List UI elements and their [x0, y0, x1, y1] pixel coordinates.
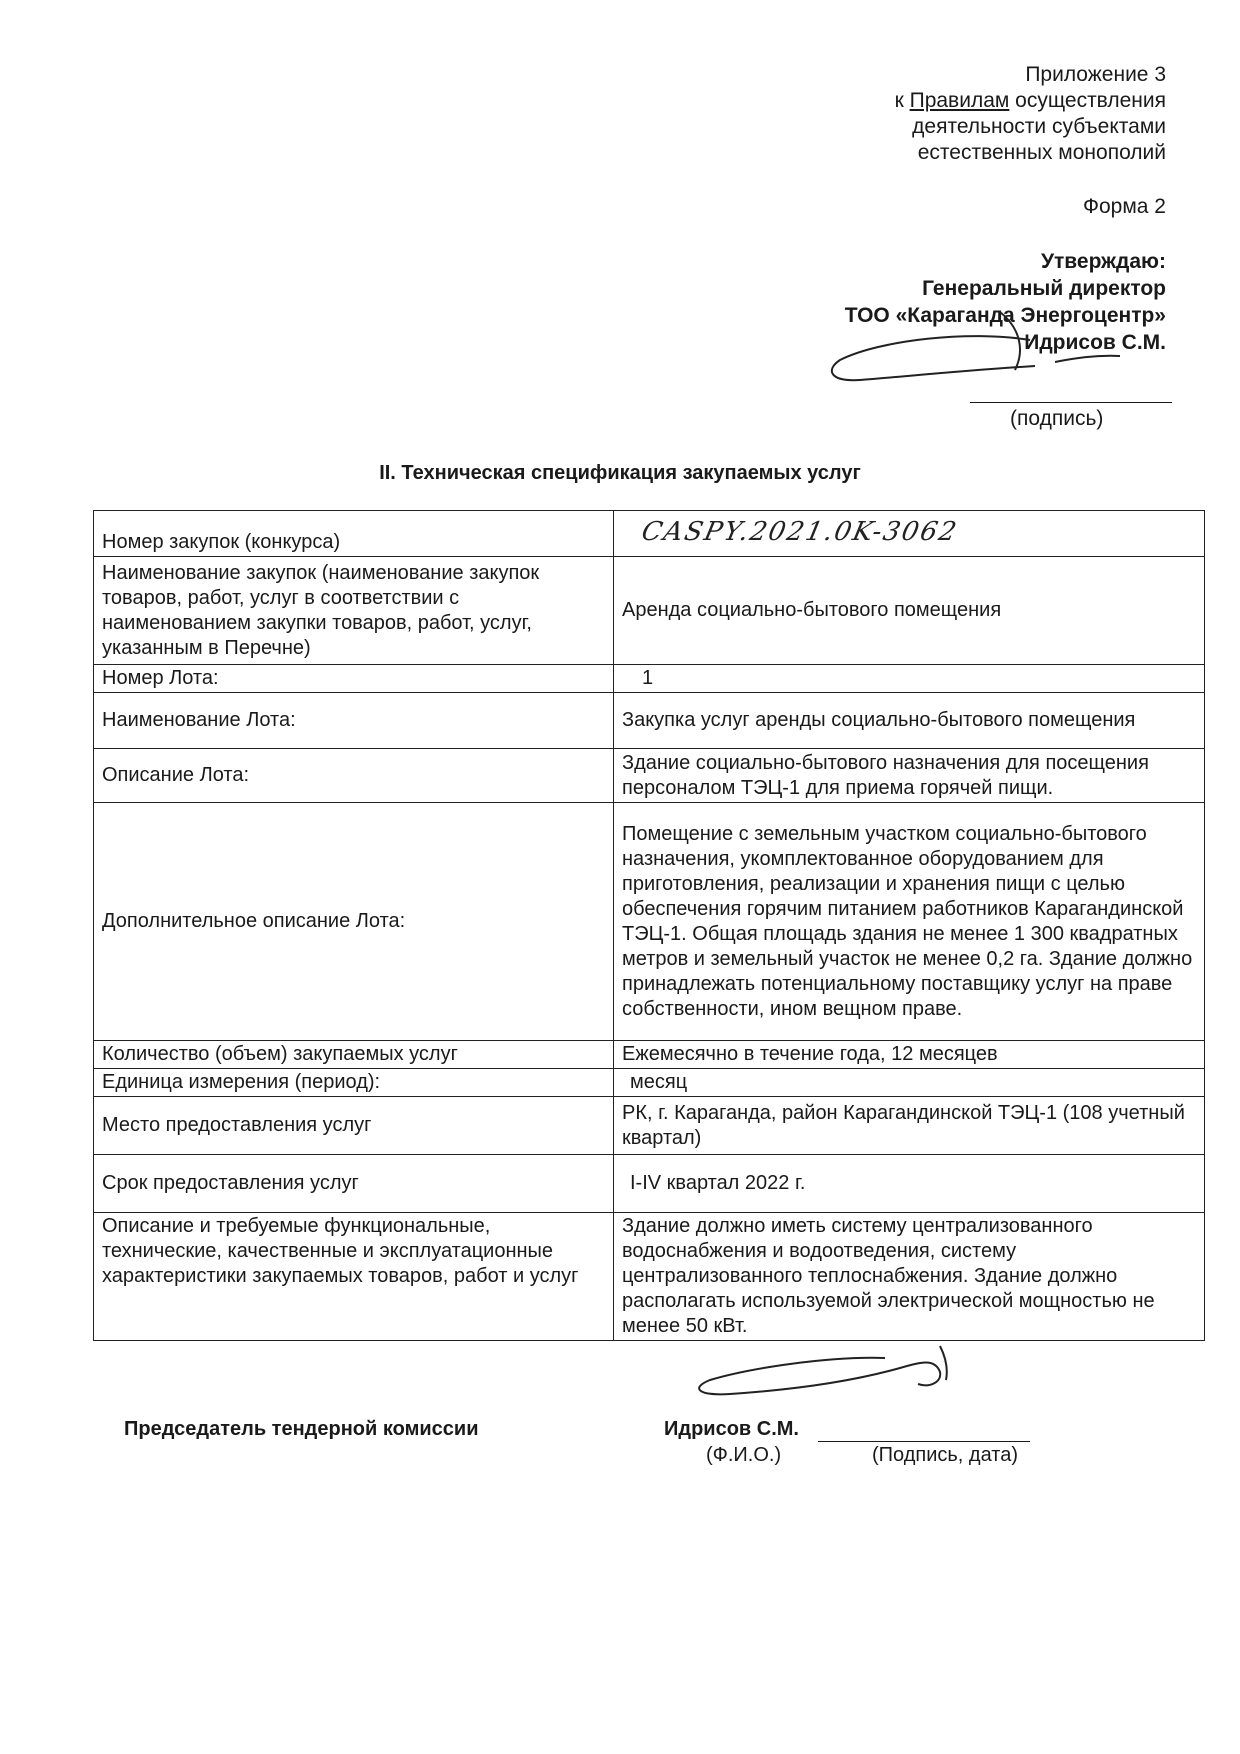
row-label: Количество (объем) закупаемых услуг [94, 1041, 614, 1069]
chair-signature [690, 1338, 1010, 1418]
specification-table [93, 510, 1205, 1341]
row-value: месяц [614, 1069, 1205, 1097]
row-label: Дополнительное описание Лота: [94, 803, 614, 1041]
row-label: Номер закупок (конкурса) [94, 511, 614, 557]
table-row [94, 1069, 1205, 1097]
table-row [94, 803, 1205, 1041]
row-value: 1 [614, 665, 1205, 693]
table-row [94, 1155, 1205, 1213]
row-label: Наименование Лота: [94, 693, 614, 749]
page-title: II. Техническая спецификация закупаемых услуг [379, 462, 861, 484]
approve-heading: Утверждаю: [1040, 250, 1166, 273]
table-row [94, 1213, 1205, 1341]
row-value: Здание должно иметь систему централизованного водоснабжения и водоотведения, систему централизованного теплоснабжения. Здание должно располагать используемой электрической мощностью не менее 50 кВт. [614, 1213, 1205, 1341]
appendix-line-2 [746, 88, 1166, 114]
chair-label: Председатель тендерной комиссии [124, 1418, 479, 1440]
procurement-number: CASPY.2021.0K-3062 [638, 517, 961, 547]
row-value: I-IV квартал 2022 г. [614, 1155, 1205, 1213]
row-label: Срок предоставления услуг [94, 1155, 614, 1213]
appendix-title: Приложение 3 [1025, 63, 1166, 86]
table-row [94, 1041, 1205, 1069]
row-label: Наименование закупок (наименование закупок товаров, работ, услуг в соответствии с наименованием закупки товаров, работ, услуг, указанным в Перечне) [94, 557, 614, 665]
table-row [94, 665, 1205, 693]
row-label: Описание Лота: [94, 749, 614, 803]
row-label: Единица измерения (период): [94, 1069, 614, 1097]
appendix-reference [746, 62, 1166, 166]
row-label: Место предоставления услуг [94, 1097, 614, 1155]
approver-company: ТОО «Караганда Энергоцентр» [844, 304, 1166, 327]
table-row [94, 749, 1205, 803]
table-row [94, 511, 1205, 557]
row-value: Ежемесячно в течение года, 12 месяцев [614, 1041, 1205, 1069]
table-row [94, 693, 1205, 749]
signer-name: Идрисов С.М. [664, 1418, 799, 1440]
table-row [94, 557, 1205, 665]
row-value: РК, г. Караганда, район Карагандинской ТЭЦ-1 (108 учетный квартал) [614, 1097, 1205, 1155]
row-value: Помещение с земельным участком социально-бытового назначения, укомплектованное оборудованием для приготовления, реализации и хранения пищи с целью обеспечения горячим питанием работников Карагандинской ТЭЦ-1. Общая площадь здания не менее 1 300 квадратных метров и земельный участок не менее 0,2 га. Здание должно принадлежать потенциальному поставщику услуг на праве собственности, ином вещном праве. [614, 803, 1205, 1041]
appendix-prefix: к [894, 89, 910, 112]
approver-position: Генеральный директор [922, 277, 1166, 300]
row-value: Здание социально-бытового назначения для посещения персоналом ТЭЦ-1 для приема горячей пищи. [614, 749, 1205, 803]
appendix-line-3: деятельности субъектами [912, 115, 1166, 138]
row-value: Аренда социально-бытового помещения [614, 557, 1205, 665]
rules-link[interactable]: Правилам [909, 89, 1010, 112]
row-label: Номер Лота: [94, 665, 614, 693]
row-label: Описание и требуемые функциональные, технические, качественные и эксплуатационные характеристики закупаемых товаров, работ и услуг [94, 1213, 614, 1341]
fio-caption: (Ф.И.О.) [706, 1444, 782, 1466]
appendix-line-4: естественных монополий [917, 141, 1166, 164]
signature-line [970, 402, 1172, 403]
row-value [614, 511, 1205, 557]
row-value: Закупка услуг аренды социально-бытового помещения [614, 693, 1205, 749]
sign-date-caption: (Подпись, дата) [872, 1444, 1018, 1466]
table-row [94, 1097, 1205, 1155]
approver-name: Идрисов С.М. [1024, 331, 1166, 354]
form-label: Форма 2 [1083, 195, 1166, 218]
appendix-rest: осуществления [1009, 89, 1166, 112]
director-signature [820, 300, 1160, 390]
signature-caption: (подпись) [1010, 407, 1104, 430]
chair-signature-line [818, 1441, 1030, 1442]
